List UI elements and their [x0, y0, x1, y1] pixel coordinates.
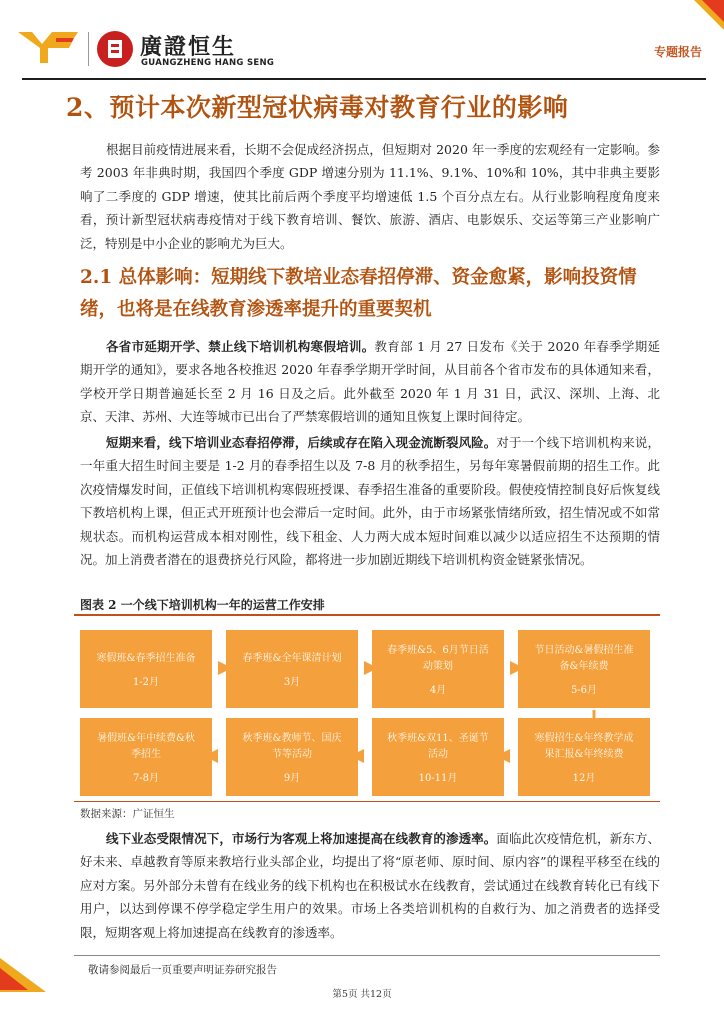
schedule-card	[226, 718, 358, 796]
card-task: 暑假班&年中续费&秋季招生	[97, 732, 195, 760]
paragraph-short-term	[80, 431, 660, 571]
logo-divider	[88, 32, 89, 66]
schedule-card	[80, 718, 212, 796]
paragraph-body: 面临此次疫情危机，新东方、好未来、卓越教育等原来教培行业头部企业，均提出了将“原老师、原时间、原内容”的课程平移至在线的应对方案。另外部分未曾有在线业务的线下机构也在积极试水在线教育，尝试通过在线教育转化已有线下用户，以达到停课不停学稳定学生用户的效果。市场上各类培训机构的自救行为、加之消费者的选择受限，短期客观上将加速提高在线教育的渗透率。	[80, 831, 660, 940]
figure-title: 图表 2 一个线下培训机构一年的运营工作安排	[80, 598, 325, 612]
figure-bottom-rule	[74, 801, 660, 802]
card-time: 1-2月	[132, 676, 160, 688]
paragraph-macro-impact: 根据目前疫情进展来看，长期不会促成经济拐点，但短期对 2020 年一季度的宏观经有一定影响。参考 2003 年非典时期，我国四个季度 GDP 增速分别为 11.1%、9.1%、10%和 10%，其中非典主要影响了二季度的 GDP 增速，使其比前后两个季度平均增速低 1.5 个百分点左右。从行业影响程度角度来看，预计新型冠状病毒疫情对于线下教育培训、餐饮、旅游、酒店、电影娱乐、交运等第三产业影响广泛，特别是中小企业的影响尤为巨大。	[80, 142, 660, 251]
card-task: 节日活动&暑假招生准备&年续费	[534, 644, 634, 672]
page-number: 第5页 共12页	[332, 989, 392, 1000]
schedule-card	[518, 718, 650, 796]
paragraph-body: 对于一个线下培训机构来说，一年重大招生时间主要是 1-2 月的春季招生以及 7-8 月的秋季招生，另每年寒暑假前期的招生工作。此次疫情爆发时间，正值线下培训机构寒假班授课、春季招生准备的重要阶段。假使疫情控制良好后恢复线下教培机构上课，但正式开班预计也会滞后一定时间。此外，由于市场紧张情绪所致，招生情况或不如常规状态。而机构运营成本相对刚性，线下租金、人力两大成本短时间难以减少以适应招生不达预期的情况。加上消费者潜在的退费挤兑行风险，都将进一步加剧近期线下培训机构资金链紧张情况。	[80, 435, 660, 568]
brand-logo-icon	[18, 30, 78, 64]
seal-logo-icon	[96, 30, 134, 68]
card-time: 5-6月	[570, 684, 598, 696]
card-task: 秋季班&教师节、国庆节等活动	[242, 732, 342, 760]
corner-decoration-inner	[702, 0, 724, 22]
paragraph-body: 教育部 1 月 27 日发布《关于 2020 年春季学期延期开学的通知》，要求各地各校推迟 2020 年春季学期开学时间，从目前各个省市发布的具体通知来看，学校开学日期普遍延长至 2 月 16 日及之后。此外截至 2020 年 1 月 31 日，武汉、深圳、上海、北京、天津、苏州、大连等城市已出台了严禁寒假培训的通知且恢复上课时间待定。	[80, 339, 660, 425]
card-task: 春季班&5、6月节日活动策划	[387, 644, 489, 672]
card-task: 秋季班&双11、圣诞节活动	[387, 732, 489, 760]
report-type-label: 专题报告	[653, 45, 702, 59]
card-time: 10-11月	[418, 772, 458, 784]
paragraph-school-delay	[80, 335, 660, 429]
footer-disclaimer: 敬请参阅最后一页重要声明证券研究报告	[88, 964, 277, 976]
brand-name-english: GUANGZHENG HANG SENG	[141, 58, 275, 68]
brand-name: 廣證恒生	[140, 35, 237, 60]
card-time: 3月	[283, 676, 301, 688]
schedule-card	[226, 630, 358, 708]
schedule-card	[518, 630, 650, 708]
footer-rule	[74, 955, 660, 956]
header-rule	[22, 78, 706, 80]
schedule-card	[372, 718, 504, 796]
card-task: 春季班&全年课清计划	[242, 652, 342, 664]
page-header	[0, 0, 724, 80]
paragraph-lead: 线下业态受限情况下，市场行为客观上将加速提高在线教育的渗透率。	[106, 831, 497, 846]
section-heading: 2、预计本次新型冠状病毒对教育行业的影响	[66, 93, 569, 122]
schedule-card	[80, 630, 212, 708]
card-time: 4月	[429, 684, 447, 696]
paragraph-lead: 短期来看，线下培训业态春招停滞，后续或存在陷入现金流断裂风险。	[106, 435, 497, 450]
card-time: 7-8月	[132, 772, 160, 784]
card-time: 12月	[572, 772, 596, 784]
card-time: 9月	[283, 772, 301, 784]
card-task: 寒假班&春季招生准备	[96, 652, 196, 664]
paragraph-online-penetration	[80, 827, 660, 944]
subsection-heading: 2.1 总体影响：短期线下教培业态春招停滞、资金愈紧，影响投资情绪，也将是在线教育渗透率提升的重要契机	[80, 267, 637, 320]
schedule-card	[372, 630, 504, 708]
paragraph-lead: 各省市延期开学、禁止线下培训机构寒假培训。	[106, 339, 375, 354]
figure-source: 数据来源：广证恒生	[80, 808, 175, 820]
card-task: 寒假招生&年终教学成果汇报&年终续费	[534, 732, 634, 760]
